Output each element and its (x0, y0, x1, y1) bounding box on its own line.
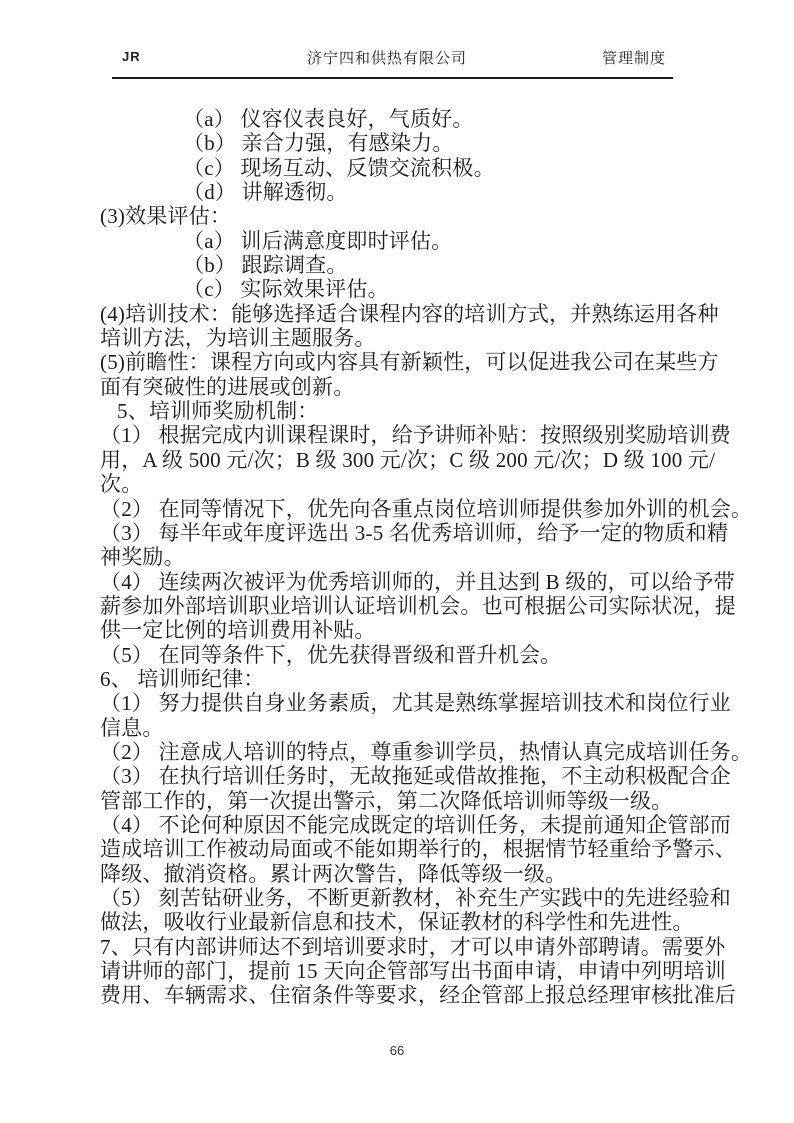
text-line: （b） 跟踪调查。 (183, 253, 348, 278)
text-line: （a） 训后满意度即时评估。 (183, 228, 453, 253)
text-line: 降级、撤消资格。累计两次警告，降低等级一级。 (100, 861, 567, 886)
text-line: 薪参加外部培训职业培训认证培训机会。也可根据公司实际状况，提 (100, 593, 736, 618)
header-doc-type: 管理制度 (601, 51, 666, 67)
text-line: （3） 每半年或年度评选出 3-5 名优秀培训师，给予一定的物质和精 (100, 520, 729, 545)
text-line: （1） 努力提供自身业务素质，尤其是熟练掌握培训技术和岗位行业 (100, 691, 731, 716)
text-line: （3） 在执行培训任务时，无故拖延或借故推拖，不主动积极配合企 (100, 764, 731, 789)
company-logo: JR (122, 49, 141, 64)
text-line: 次。 (100, 472, 143, 497)
text-line: 6、 培训师纪律： (100, 666, 265, 691)
text-line: （c） 现场互动、反馈交流积极。 (183, 155, 495, 180)
text-line: (4)培训技术：能够选择适合课程内容的培训方式，并熟练运用各种 (100, 301, 719, 326)
text-line: （a） 仪容仪表良好，气质好。 (183, 107, 474, 131)
text-line: （d） 讲解透彻。 (183, 180, 348, 205)
text-line: （2） 在同等情况下，优先向各重点岗位培训师提供参加外训的机会。 (100, 496, 753, 521)
page-number: 66 (389, 1043, 405, 1058)
header-company-name: 济宁四和供热有限公司 (306, 51, 467, 67)
text-line: 管部工作的，第一次提出警示，第二次降低培训师等级一级。 (100, 788, 673, 813)
text-line: 造成培训工作被动局面或不能如期举行的，根据情节轻重给予警示、 (100, 837, 736, 862)
text-line: （b） 亲合力强，有感染力。 (183, 131, 454, 156)
text-line: 请讲师的部门，提前 15 天向企管部写出书面申请，申请中列明培训 (100, 959, 726, 984)
document-body (100, 107, 753, 1008)
text-line: 做法，吸收行业最新信息和技术，保证教材的科学性和先进性。 (100, 910, 694, 935)
text-line: (5)前瞻性：课程方向或内容具有新颖性，可以促进我公司在某些方 (100, 350, 719, 375)
text-line: 供一定比例的培训费用补贴。 (100, 618, 376, 643)
text-line: （1） 根据完成内训课程课时，给予讲师补贴：按照级别奖励培训费 (100, 423, 731, 448)
page-header (100, 46, 674, 70)
header-rule (112, 77, 673, 79)
text-line: 面有突破性的进展或创新。 (100, 374, 355, 399)
text-line: 培训方法，为培训主题服务。 (100, 326, 376, 351)
text-line: （2） 注意成人培训的特点，尊重参训学员，热情认真完成培训任务。 (100, 739, 753, 764)
text-line: 信息。 (100, 715, 164, 740)
text-line: （4） 连续两次被评为优秀培训师的，并且达到 B 级的，可以给予带 (100, 569, 735, 594)
text-line: 用，A 级 500 元/次；B 级 300 元/次；C 级 200 元/次；D 级 100 元/ (100, 447, 716, 472)
text-line: (3)效果评估： (100, 204, 232, 229)
text-line: （c） 实际效果评估。 (183, 277, 389, 302)
text-line: （5） 刻苦钻研业务，不断更新教材，补充生产实践中的先进经验和 (100, 886, 731, 910)
text-line: 神奖励。 (100, 545, 185, 570)
text-line: 7、只有内部讲师达不到培训要求时，才可以申请外部聘请。需要外 (100, 934, 726, 959)
text-line: 费用、车辆需求、住宿条件等要求，经企管部上报总经理审核批准后 (100, 983, 736, 1008)
text-line: （5） 在同等条件下，优先获得晋级和晋升机会。 (100, 642, 562, 667)
text-line: 5、培训师奖励机制： (117, 399, 319, 424)
text-line: （4） 不论何种原因不能完成既定的培训任务，未提前通知企管部而 (100, 812, 731, 837)
